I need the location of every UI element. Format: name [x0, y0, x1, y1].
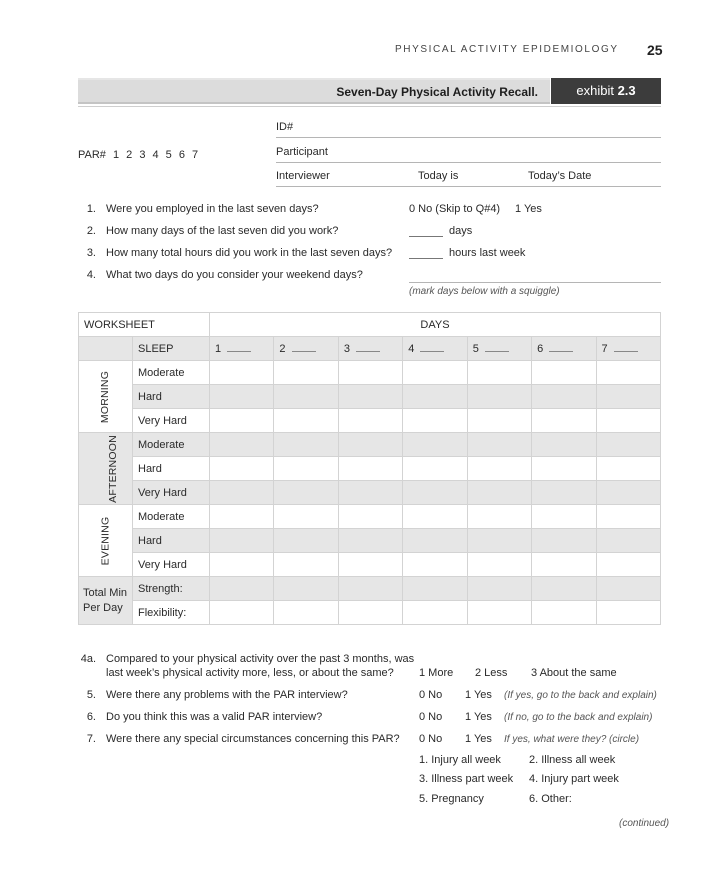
q5-note: (If yes, go to the back and explain) — [504, 690, 657, 701]
circumstance-option[interactable]: 3. Illness part week — [419, 773, 514, 785]
q7-note: If yes, what were they? (circle) — [504, 734, 640, 745]
circumstance-option[interactable]: 5. Pregnancy — [419, 793, 484, 805]
exhibit-word: exhibit — [576, 83, 614, 98]
day-7-cell[interactable]: 7 — [596, 337, 660, 361]
q5-option-no[interactable]: 0 No — [419, 689, 443, 701]
table-row: Total Min Per Day Strength: — [79, 577, 661, 601]
id-label: ID# — [276, 121, 294, 133]
participant-label: Participant — [276, 146, 328, 158]
q7-option-no[interactable]: 0 No — [419, 733, 443, 745]
q7-option-yes[interactable]: 1 Yes — [465, 733, 492, 745]
afternoon-group-label: AFTERNOON — [79, 433, 133, 505]
sleep-row — [79, 337, 661, 361]
running-head-title: PHYSICAL ACTIVITY EPIDEMIOLOGY — [395, 44, 619, 55]
todays-date-label: Today’s Date — [528, 170, 592, 182]
table-row: Hard — [79, 385, 661, 409]
totals-group-label: Total Min Per Day — [79, 577, 133, 625]
days-header: DAYS — [210, 313, 661, 337]
q4a-option-more[interactable]: 1 More — [419, 667, 454, 679]
sleep-label: SLEEP — [133, 337, 210, 361]
table-row: Hard — [79, 529, 661, 553]
table-row: Very Hard — [79, 553, 661, 577]
table-row: AFTERNOON Moderate — [79, 433, 661, 457]
par-label: PAR# — [78, 149, 106, 161]
exhibit-label — [551, 78, 661, 104]
question-4a: 4a. Compared to your physical activity over the past 3 months, was last week’s physical activity more, less, or about the same? 1 More 2 Less 3 About the same — [80, 653, 617, 679]
q4a-option-same[interactable]: 3 About the same — [531, 667, 617, 679]
q4-weekend-field[interactable] — [409, 269, 661, 283]
q4a-option-less[interactable]: 2 Less — [475, 667, 508, 679]
worksheet-label: WORKSHEET — [79, 313, 210, 337]
evening-group-label: EVENING — [79, 505, 133, 577]
continued-note: (continued) — [619, 818, 670, 829]
day-4-cell[interactable]: 4 — [403, 337, 467, 361]
worksheet-header-row — [79, 313, 661, 337]
table-row: Hard — [79, 457, 661, 481]
id-field[interactable] — [276, 121, 661, 138]
q6-option-yes[interactable]: 1 Yes — [465, 711, 492, 723]
circumstance-option[interactable]: 2. Illness all week — [529, 754, 616, 766]
circumstance-option[interactable]: 4. Injury part week — [529, 773, 619, 785]
interviewer-row[interactable] — [276, 170, 661, 187]
par-numbers[interactable]: 1 2 3 4 5 6 7 — [112, 149, 201, 161]
day-6-cell[interactable]: 6 — [532, 337, 596, 361]
table-row: EVENING Moderate — [79, 505, 661, 529]
day-2-cell[interactable]: 2 — [274, 337, 338, 361]
q2-days-field[interactable]: days — [409, 225, 472, 237]
title-bar — [78, 78, 550, 104]
interviewer-label: Interviewer — [276, 170, 330, 182]
day-5-cell[interactable]: 5 — [467, 337, 531, 361]
day-1-cell[interactable]: 1 — [210, 337, 274, 361]
morning-group-label: MORNING — [79, 361, 133, 433]
q6-option-no[interactable]: 0 No — [419, 711, 443, 723]
table-row: Very Hard — [79, 409, 661, 433]
worksheet-table — [78, 312, 661, 625]
table-row: Flexibility: — [79, 601, 661, 625]
table-row: Very Hard — [79, 481, 661, 505]
circumstance-option[interactable]: 6. Other: — [529, 793, 572, 805]
table-row: MORNING Moderate — [79, 361, 661, 385]
q6-note: (If no, go to the back and explain) — [504, 712, 653, 723]
circumstance-option[interactable]: 1. Injury all week — [419, 754, 501, 766]
exhibit-number: 2.3 — [617, 83, 636, 98]
q1-option-yes[interactable]: 1 Yes — [515, 203, 542, 215]
q4-note: (mark days below with a squiggle) — [409, 286, 560, 297]
today-is-label: Today is — [418, 170, 459, 182]
q3-hours-field[interactable]: hours last week — [409, 247, 525, 259]
title-divider — [78, 106, 661, 107]
participant-field[interactable] — [276, 146, 661, 163]
par-number-selector[interactable] — [78, 149, 200, 161]
q5-option-yes[interactable]: 1 Yes — [465, 689, 492, 701]
day-3-cell[interactable]: 3 — [338, 337, 402, 361]
q1-option-no[interactable]: 0 No (Skip to Q#4) — [409, 203, 501, 215]
form-title: Seven-Day Physical Activity Recall. — [336, 85, 538, 99]
page-number: 25 — [647, 42, 663, 58]
